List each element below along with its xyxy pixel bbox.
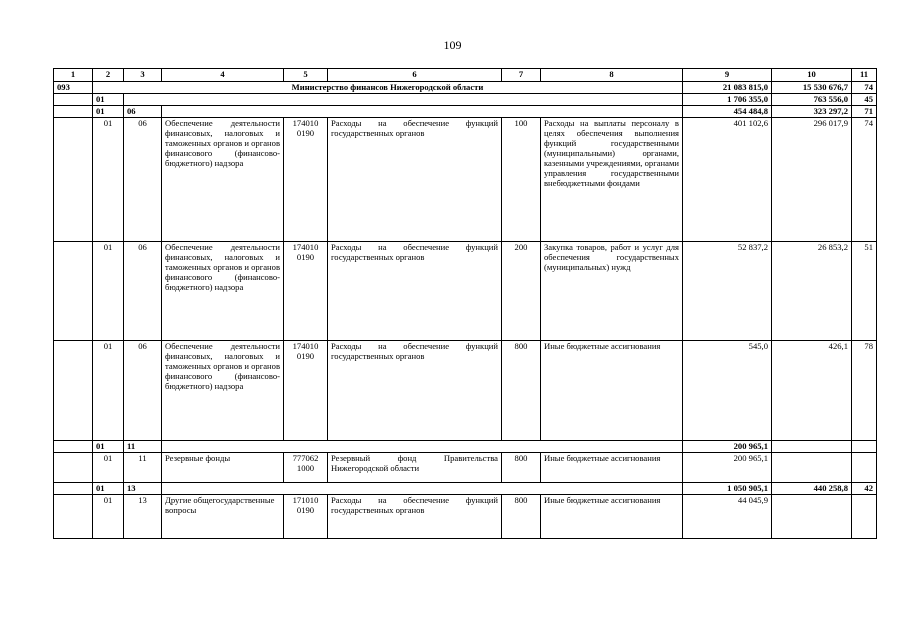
budget-table [53,68,877,539]
col1-cell [54,341,93,441]
section-total-row [54,94,877,106]
amount-col9: 52 837,2 [683,242,772,341]
column-header: 3 [124,69,162,82]
expense-type-name: Иные бюджетные ассигнования [541,495,683,539]
column-header: 5 [284,69,328,82]
amount-col9: 545,0 [683,341,772,441]
column-header: 7 [502,69,541,82]
section-code: 01 [93,453,124,483]
column-header: 4 [162,69,284,82]
expense-type-code: 200 [502,242,541,341]
amount-col10 [772,495,852,539]
column-header: 1 [54,69,93,82]
expense-name: Расходы на обеспечение функций государственных органов [328,118,502,242]
amount-col9: 1 050 905,1 [683,483,772,495]
col1-cell [54,441,93,453]
expense-type-name: Иные бюджетные ассигнования [541,453,683,483]
section-code: 01 [93,495,124,539]
expense-type-code: 800 [502,453,541,483]
amount-col9: 200 965,1 [683,453,772,483]
amount-col10: 15 530 676,7 [772,82,852,94]
amount-col10: 323 297,2 [772,106,852,118]
col1-cell [54,453,93,483]
subsection-code: 06 [124,118,162,242]
section-code: 01 [93,441,124,453]
program-name: Обеспечение деятельности финансовых, налоговых и таможенных органов и органов финансового (финансово-бюджетного) надзора [162,341,284,441]
ministry-row [54,82,877,94]
percent-col11 [852,495,877,539]
program-name: Обеспечение деятельности финансовых, налоговых и таможенных органов и органов финансового (финансово-бюджетного) надзора [162,242,284,341]
program-name: Обеспечение деятельности финансовых, налоговых и таможенных органов и органов финансового (финансово-бюджетного) надзора [162,118,284,242]
table-row [54,242,877,341]
table-row [54,453,877,483]
table-row [54,495,877,539]
amount-col10 [772,441,852,453]
column-header: 6 [328,69,502,82]
amount-col9: 44 045,9 [683,495,772,539]
target-article-code: 174010 0190 [284,118,328,242]
percent-col11: 74 [852,118,877,242]
expense-type-code: 800 [502,495,541,539]
percent-col11: 78 [852,341,877,441]
col1-cell [54,483,93,495]
table-row [54,118,877,242]
percent-col11: 45 [852,94,877,106]
section-code: 01 [93,94,124,106]
column-number-row [54,69,877,82]
amount-col10 [772,453,852,483]
col1-cell [54,118,93,242]
subsection-code: 11 [124,453,162,483]
section-code: 01 [93,483,124,495]
blank-cell [124,94,683,106]
blank-cell [162,106,683,118]
expense-type-code: 800 [502,341,541,441]
col1-cell [54,106,93,118]
subsection-code: 13 [124,483,162,495]
column-header: 2 [93,69,124,82]
blank-cell [162,441,683,453]
expense-name: Расходы на обеспечение функций государственных органов [328,242,502,341]
expense-name: Резервный фонд Правительства Нижегородской области [328,453,502,483]
amount-col10: 440 258,8 [772,483,852,495]
section-code: 01 [93,242,124,341]
amount-col9: 1 706 355,0 [683,94,772,106]
blank-cell [162,483,683,495]
subsection-code: 11 [124,441,162,453]
amount-col9: 21 083 815,0 [683,82,772,94]
percent-col11 [852,441,877,453]
col1-cell [54,495,93,539]
table-row [54,341,877,441]
section-code: 01 [93,106,124,118]
expense-type-code: 100 [502,118,541,242]
amount-col9: 454 484,8 [683,106,772,118]
column-header: 9 [683,69,772,82]
target-article-code: 777062 1000 [284,453,328,483]
subsection-code: 13 [124,495,162,539]
target-article-code: 174010 0190 [284,341,328,441]
subsection-code: 06 [124,106,162,118]
amount-col9: 401 102,6 [683,118,772,242]
section-code: 01 [93,341,124,441]
percent-col11 [852,453,877,483]
subsection-total-row [54,483,877,495]
expense-type-name: Расходы на выплаты персоналу в целях обеспечения выполнения функций государственными (муниципальными) органами, казенными учреждениями, органами управления государственными внебюджетными фондами [541,118,683,242]
target-article-code: 174010 0190 [284,242,328,341]
program-name: Другие общегосударственные вопросы [162,495,284,539]
column-header: 8 [541,69,683,82]
target-article-code: 171010 0190 [284,495,328,539]
amount-col10: 296 017,9 [772,118,852,242]
subsection-total-row [54,441,877,453]
percent-col11: 42 [852,483,877,495]
percent-col11: 51 [852,242,877,341]
col1-cell [54,242,93,341]
col1-cell [54,94,93,106]
ministry-name: Министерство финансов Нижегородской области [93,82,683,94]
percent-col11: 71 [852,106,877,118]
column-header: 10 [772,69,852,82]
page-number: 109 [443,38,462,52]
amount-col10: 763 556,0 [772,94,852,106]
percent-col11: 74 [852,82,877,94]
program-name: Резервные фонды [162,453,284,483]
amount-col9: 200 965,1 [683,441,772,453]
section-code: 01 [93,118,124,242]
expense-type-name: Иные бюджетные ассигнования [541,341,683,441]
expense-name: Расходы на обеспечение функций государственных органов [328,341,502,441]
expense-name: Расходы на обеспечение функций государственных органов [328,495,502,539]
ministry-code: 093 [54,82,93,94]
column-header: 11 [852,69,877,82]
expense-type-name: Закупка товаров, работ и услуг для обеспечения государственных (муниципальных) нужд [541,242,683,341]
amount-col10: 26 853,2 [772,242,852,341]
subsection-total-row [54,106,877,118]
subsection-code: 06 [124,341,162,441]
subsection-code: 06 [124,242,162,341]
amount-col10: 426,1 [772,341,852,441]
